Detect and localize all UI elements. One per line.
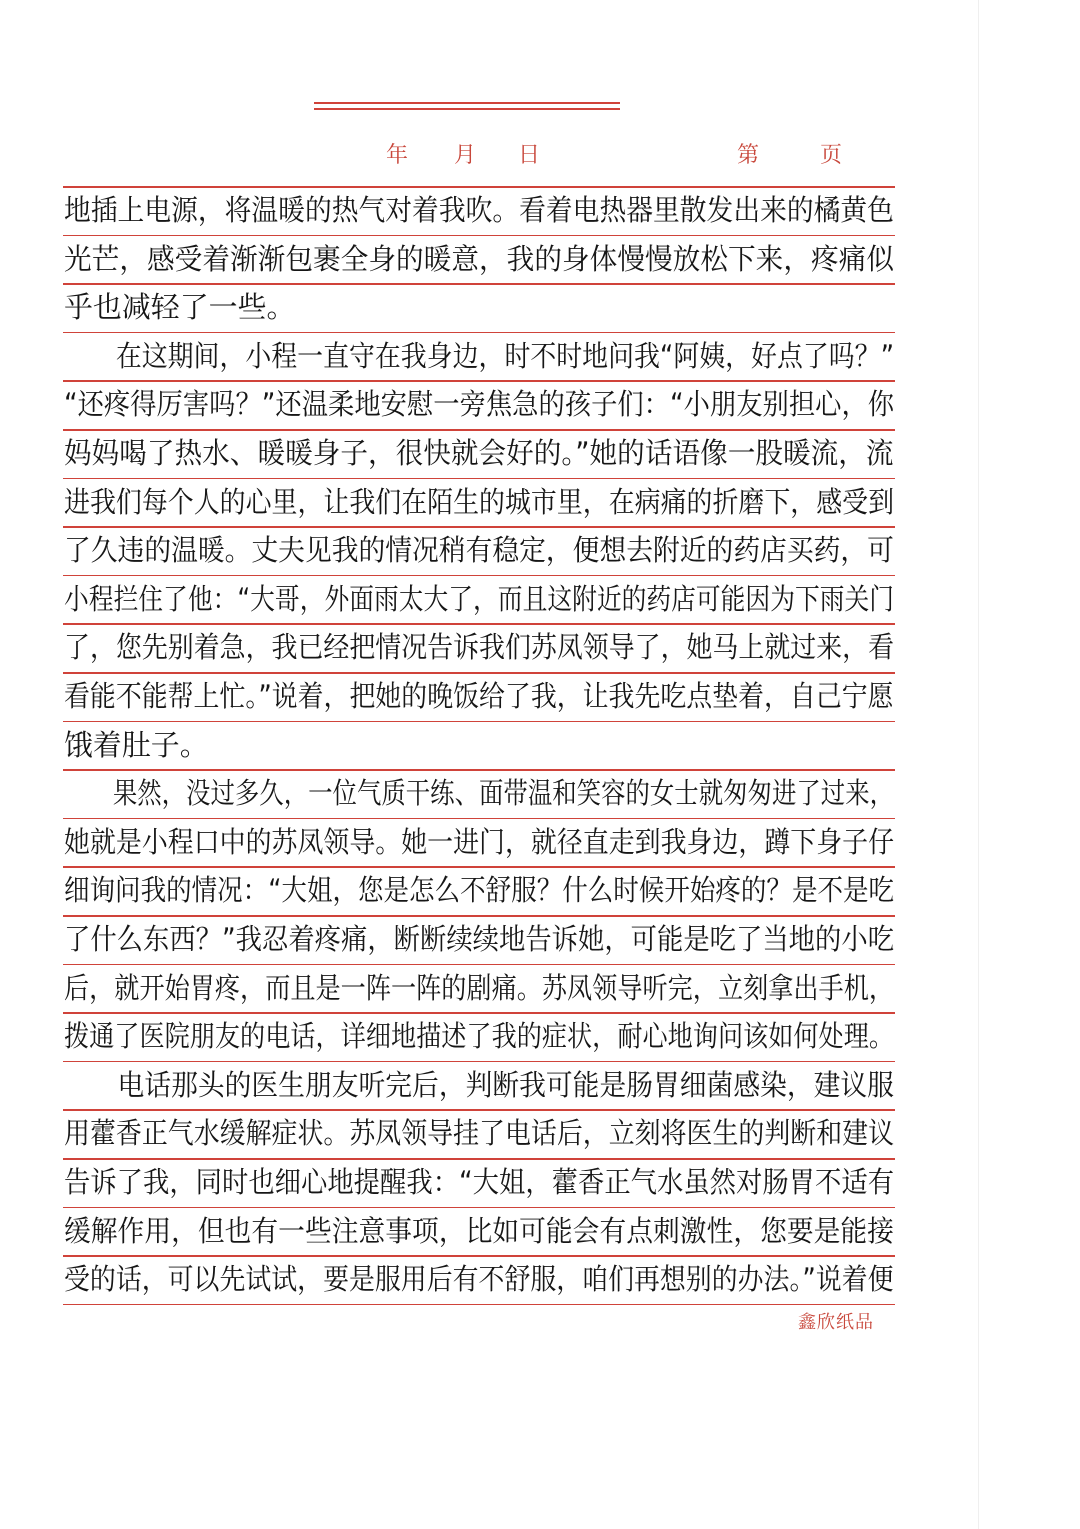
- header-year-label: 年: [386, 143, 411, 168]
- text-line: 受的话，可以先试试，要是服用后有不舒服，咱们再想别的办法。”说着便: [64, 1262, 894, 1297]
- header-month-label: 月: [454, 143, 479, 168]
- ruled-line: [63, 186, 895, 188]
- text-line: 了，您先别着急，我已经把情况告诉我们苏凤领导了，她马上就过来，看: [64, 630, 895, 665]
- header-di-label: 第: [737, 143, 762, 168]
- header-day-label: 日: [518, 143, 543, 168]
- text-line: 告诉了我，同时也细心地提醒我：“大姐，藿香正气水虽然对肠胃不适有: [64, 1165, 895, 1199]
- text-line: 缓解作用，但也有一些注意事项，比如可能会有点刺激性，您要是能接: [64, 1213, 894, 1248]
- text-line: 小程拦住了他：“大哥，外面雨太大了，而且这附近的药店可能因为下雨关门: [64, 581, 894, 616]
- text-line: 地插上电源，将温暖的热气对着我吹。看着电热器里散发出来的橘黄色: [64, 193, 894, 227]
- text-line: 了久违的温暖。丈夫见我的情况稍有稳定，便想去附近的药店买药，可: [64, 533, 894, 568]
- text-line: 用藿香正气水缓解症状。苏凤领导挂了电话后，立刻将医生的判断和建议: [64, 1116, 895, 1151]
- text-line: 了什么东西？”我忍着疼痛，断断续续地告诉她，可能是吃了当地的小吃: [64, 922, 895, 956]
- text-line: 进我们每个人的心里，让我们在陌生的城市里，在病痛的折磨下，感受到: [64, 484, 895, 519]
- text-line: 果然，没过多久，一位气质干练、面带温和笑容的女士就匆匆进了过来，: [64, 776, 895, 811]
- header-rule-bottom: [314, 108, 620, 110]
- text-line: 电话那头的医生朋友听完后，判断我可能是肠胃细菌感染，建议服: [64, 1067, 894, 1102]
- text-line: “还疼得厉害吗？”还温柔地安慰一旁焦急的孩子们：“小朋友别担心，你: [64, 387, 894, 422]
- header-rule-top: [314, 102, 620, 104]
- text-line: 后，就开始胃疼，而且是一阵一阵的剧痛。苏凤领导听完，立刻拿出手机，: [64, 970, 895, 1005]
- text-line: 饿着肚子。: [64, 727, 209, 762]
- text-line: 细询问我的情况：“大姐，您是怎么不舒服？什么时候开始疼的？是不是吃: [64, 873, 895, 908]
- text-line: 她就是小程口中的苏凤领导。她一进门，就径直走到我身边，蹲下身子仔: [64, 824, 895, 859]
- text-line: 拨通了医院朋友的电话，详细地描述了我的症状，耐心地询问该如何处理。: [64, 1019, 895, 1054]
- text-line: 光芒，感受着渐渐包裹全身的暖意，我的身体慢慢放松下来，疼痛似: [64, 241, 894, 276]
- header-page-label: 页: [820, 143, 845, 168]
- text-line: 妈妈喝了热水、暖暖身子，很快就会好的。”她的话语像一股暖流，流: [64, 436, 894, 470]
- text-line: 在这期间，小程一直守在我身边，时不时地问我“阿姨，好点了吗？”: [64, 338, 894, 373]
- text-line: 看能不能帮上忙。”说着，把她的晚饭给了我，让我先吃点垫着，自己宁愿: [64, 679, 894, 713]
- brand-mark: 鑫欣纸品: [798, 1312, 874, 1333]
- text-line: 乎也减轻了一些。: [64, 290, 296, 325]
- page-edge-divider: [978, 0, 979, 1529]
